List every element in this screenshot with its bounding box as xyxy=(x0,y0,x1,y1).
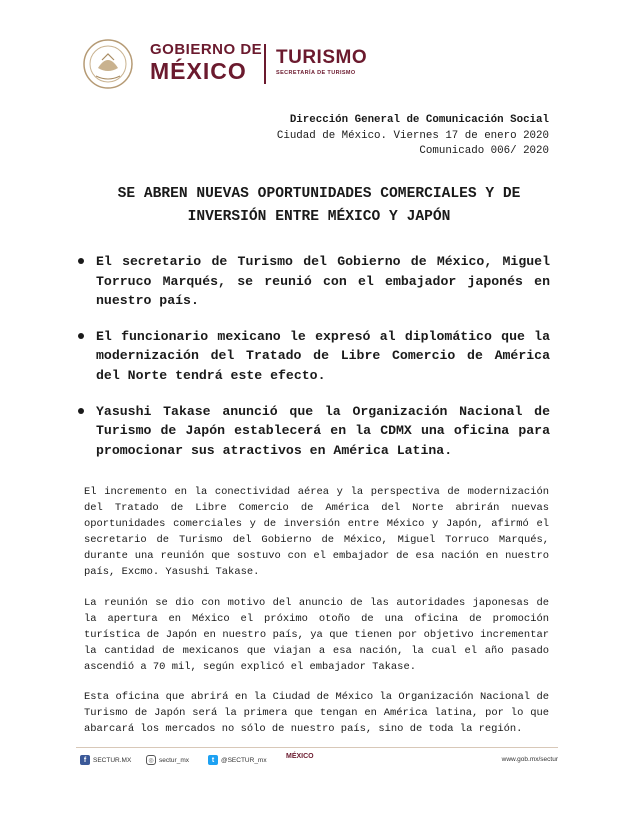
bullet-icon xyxy=(78,258,84,264)
press-headline: SE ABREN NUEVAS OPORTUNIDADES COMERCIALES Y DE INVERSIÓN ENTRE MÉXICO Y JAPÓN xyxy=(117,186,521,225)
bullet-item xyxy=(76,402,550,461)
bullet-text: Yasushi Takase anunció que la Organización Nacional de Turismo de Japón establecerá en la CDMX una oficina para promocionar sus atractivos en América Latina. xyxy=(96,403,550,458)
instagram-link[interactable] xyxy=(146,755,189,765)
gov-line1: GOBIERNO DE xyxy=(150,41,263,58)
website-link[interactable]: www.gob.mx/sectur xyxy=(501,756,558,763)
facebook-handle: SECTUR.MX xyxy=(93,756,132,764)
page-footer xyxy=(76,747,558,777)
agency-name: TURISMO xyxy=(276,47,368,68)
bullet-item xyxy=(76,252,550,311)
bullet-item xyxy=(76,327,550,386)
national-seal-logo xyxy=(78,38,138,90)
facebook-link[interactable] xyxy=(80,755,131,765)
instagram-icon: ◎ xyxy=(146,755,156,765)
instagram-handle: sectur_mx xyxy=(159,756,189,764)
footer-divider xyxy=(76,747,558,748)
gov-line2: MÉXICO xyxy=(150,58,247,84)
government-wordmark xyxy=(150,42,262,83)
facebook-icon: f xyxy=(80,755,90,765)
footer-logo xyxy=(286,753,314,760)
bullet-text: El secretario de Turismo del Gobierno de México, Miguel Torruco Marqués, se reunió con el embajador japonés en nuestro país. xyxy=(96,254,550,309)
letterhead xyxy=(78,34,558,90)
bullet-text: El funcionario mexicano le expresó al diplomático que la modernización del Tratado de Libre Comercio de América del Norte tendrá este efecto. xyxy=(96,328,550,383)
body-paragraph: El incremento en la conectividad aérea y la perspectiva de modernización del Tratado de Libre Comercio de América del Norte abrirán nuevas oportunidades comerciales y de inversión entre México y Japón, afirmó el secretario de Turismo del Gobierno de México, Miguel Torruco Marqués, durante una reunión que sostuvo con el embajador de esa nación en nuestro país, Excmo. Yasushi Takase. xyxy=(84,486,549,578)
twitter-link[interactable] xyxy=(208,755,267,765)
date-line: Ciudad de México. Viernes 17 de enero 2020 xyxy=(276,129,549,142)
bullet-icon xyxy=(78,333,84,339)
twitter-handle: @SECTUR_mx xyxy=(221,756,267,764)
release-meta xyxy=(277,113,549,160)
release-number: Comunicado 006/ 2020 xyxy=(419,145,549,157)
body-paragraph: Esta oficina que abrirá en la Ciudad de México la Organización Nacional de Turismo de Japón será la primera que tengan en América latina, por lo que abarcará los mercados no sólo de nuestro país, sino de toda la región. xyxy=(84,691,549,735)
agency-wordmark xyxy=(276,48,367,77)
body-text xyxy=(84,484,549,752)
twitter-icon: t xyxy=(208,755,218,765)
body-paragraph: La reunión se dio con motivo del anuncio de las autoridades japonesas de la apertura en México el próximo otoño de una oficina de promoción turística de Japón en nuestro país, ya que tienen por objetivo incrementar la cantidad de mexicanos que viajan a esa nación, la cual el año pasado ascendió a 70 mil, según explicó el embajador Takase. xyxy=(84,596,549,673)
header-divider xyxy=(264,44,266,84)
office-name: Dirección General de Comunicación Social xyxy=(289,114,549,126)
bullet-icon xyxy=(78,408,84,414)
summary-bullets xyxy=(76,252,550,476)
agency-subtitle: SECRETARÍA DE TURISMO xyxy=(276,70,356,76)
footer-logo-text: MÉXICO xyxy=(286,753,314,760)
